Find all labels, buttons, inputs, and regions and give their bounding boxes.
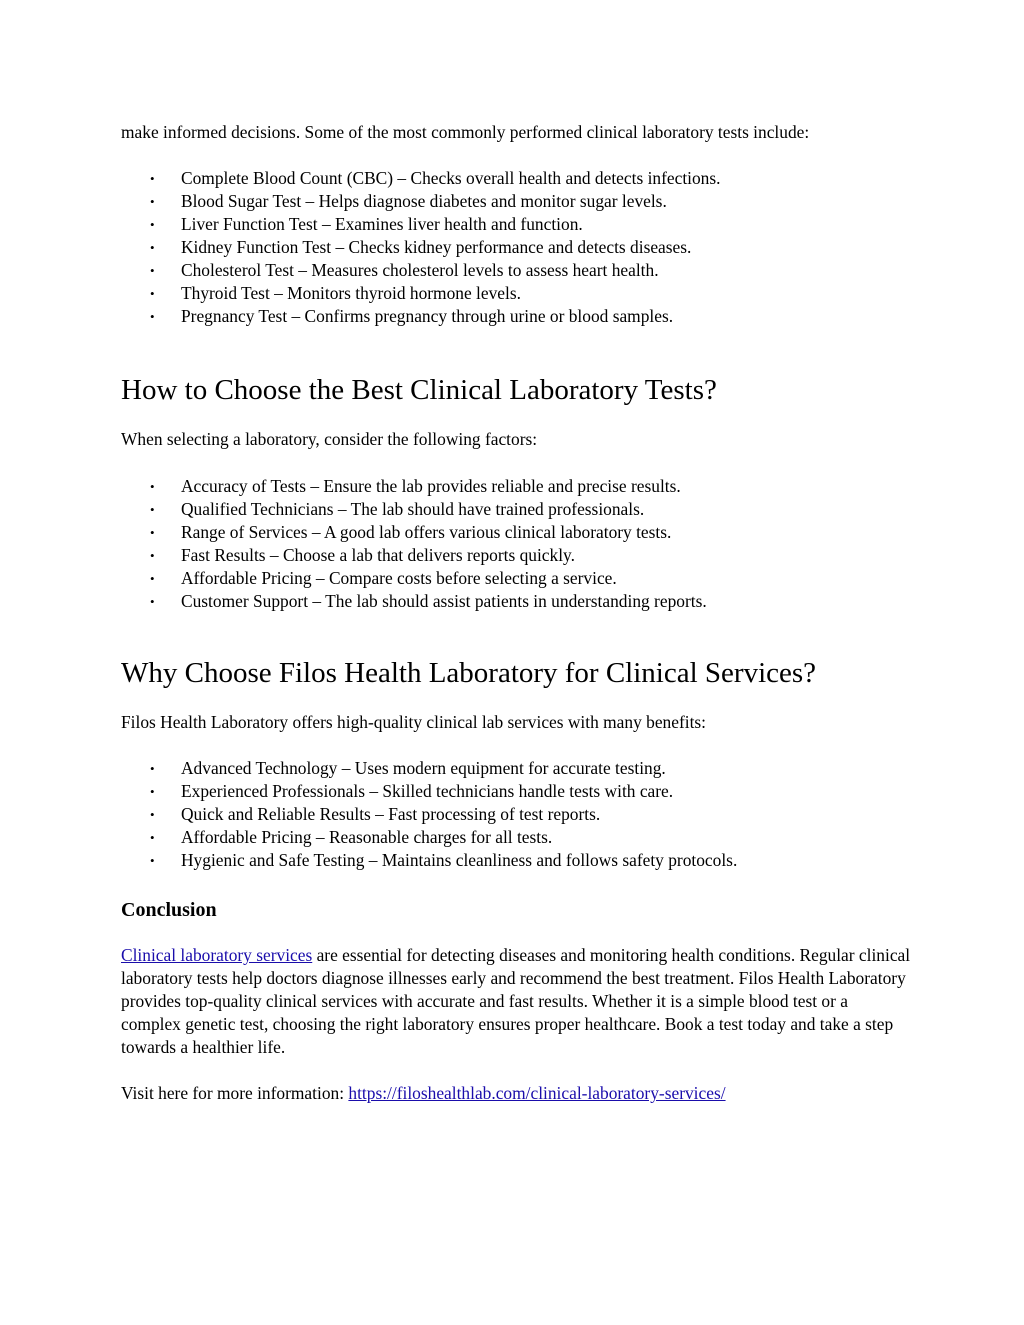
benefits-list <box>121 757 911 872</box>
bullet-icon: • <box>150 194 155 209</box>
bullet-icon: • <box>150 217 155 232</box>
list-item <box>121 826 911 849</box>
visit-url-link[interactable]: https://filoshealthlab.com/clinical-laboratory-services/ <box>348 1083 726 1103</box>
list-item-text: Pregnancy Test – Confirms pregnancy through urine or blood samples. <box>181 306 674 326</box>
list-item-text: Experienced Professionals – Skilled technicians handle tests with care. <box>181 781 674 801</box>
conclusion-paragraph <box>121 944 911 1059</box>
bullet-icon: • <box>150 594 155 609</box>
list-item <box>121 190 911 213</box>
bullet-icon: • <box>150 240 155 255</box>
bullet-icon: • <box>150 502 155 517</box>
list-item <box>121 213 911 236</box>
bullet-icon: • <box>150 548 155 563</box>
list-item-text: Hygienic and Safe Testing – Maintains cleanliness and follows safety protocols. <box>181 850 738 870</box>
bullet-icon: • <box>150 853 155 868</box>
conclusion-heading: Conclusion <box>121 899 217 921</box>
list-item <box>121 780 911 803</box>
list-item-text: Kidney Function Test – Checks kidney performance and detects diseases. <box>181 237 692 257</box>
bullet-icon: • <box>150 479 155 494</box>
bullet-icon: • <box>150 830 155 845</box>
bullet-icon: • <box>150 784 155 799</box>
list-item-text: Qualified Technicians – The lab should have trained professionals. <box>181 499 645 519</box>
bullet-icon: • <box>150 171 155 186</box>
section-paragraph: Filos Health Laboratory offers high-quality clinical lab services with many benefits: <box>121 712 707 732</box>
section-paragraph: When selecting a laboratory, consider the following factors: <box>121 429 538 449</box>
list-item <box>121 498 911 521</box>
list-item-text: Thyroid Test – Monitors thyroid hormone levels. <box>181 283 521 303</box>
section-heading-how-to-choose: How to Choose the Best Clinical Laboratory Tests? <box>121 374 717 406</box>
visit-paragraph <box>121 1082 911 1105</box>
list-item-text: Fast Results – Choose a lab that delivers reports quickly. <box>181 545 575 565</box>
bullet-icon: • <box>150 807 155 822</box>
factors-list <box>121 475 911 613</box>
list-item <box>121 757 911 780</box>
bullet-icon: • <box>150 525 155 540</box>
list-item <box>121 544 911 567</box>
list-item-text: Advanced Technology – Uses modern equipment for accurate testing. <box>181 758 666 778</box>
bullet-icon: • <box>150 571 155 586</box>
list-item <box>121 167 911 190</box>
list-item-text: Quick and Reliable Results – Fast processing of test reports. <box>181 804 601 824</box>
list-item-text: Complete Blood Count (CBC) – Checks overall health and detects infections. <box>181 168 721 188</box>
document-page <box>121 121 911 1105</box>
visit-label: Visit here for more information: <box>121 1083 349 1103</box>
list-item-text: Blood Sugar Test – Helps diagnose diabetes and monitor sugar levels. <box>181 191 667 211</box>
list-item <box>121 849 911 872</box>
intro-paragraph: make informed decisions. Some of the most commonly performed clinical laboratory tests include: <box>121 122 810 142</box>
list-item-text: Affordable Pricing – Reasonable charges for all tests. <box>181 827 553 847</box>
common-tests-list <box>121 167 911 328</box>
list-item-text: Range of Services – A good lab offers various clinical laboratory tests. <box>181 522 672 542</box>
list-item-text: Accuracy of Tests – Ensure the lab provides reliable and precise results. <box>181 476 681 496</box>
list-item <box>121 305 911 328</box>
list-item <box>121 236 911 259</box>
conclusion-text: are essential for detecting diseases and monitoring health conditions. Regular clinical laboratory tests help doctors diagnose illnesses early and recommend the best treatment. Filos Health Laboratory provides top-quality clinical services with accurate and fast results. Whether it is a simple blood test or a complex genetic test, choosing the right laboratory ensures proper healthcare. Book a test today and take a step towards a healthier life. <box>121 945 911 1057</box>
list-item <box>121 590 911 613</box>
list-item <box>121 521 911 544</box>
list-item <box>121 567 911 590</box>
bullet-icon: • <box>150 286 155 301</box>
section-heading-why-choose-filos: Why Choose Filos Health Laboratory for Clinical Services? <box>121 657 817 689</box>
list-item <box>121 282 911 305</box>
list-item <box>121 803 911 826</box>
bullet-icon: • <box>150 309 155 324</box>
list-item <box>121 259 911 282</box>
list-item-text: Liver Function Test – Examines liver health and function. <box>181 214 583 234</box>
list-item-text: Affordable Pricing – Compare costs before selecting a service. <box>181 568 617 588</box>
bullet-icon: • <box>150 761 155 776</box>
bullet-icon: • <box>150 263 155 278</box>
list-item-text: Customer Support – The lab should assist patients in understanding reports. <box>181 591 707 611</box>
clinical-services-link[interactable]: Clinical laboratory services <box>121 945 313 965</box>
list-item <box>121 475 911 498</box>
list-item-text: Cholesterol Test – Measures cholesterol levels to assess heart health. <box>181 260 659 280</box>
